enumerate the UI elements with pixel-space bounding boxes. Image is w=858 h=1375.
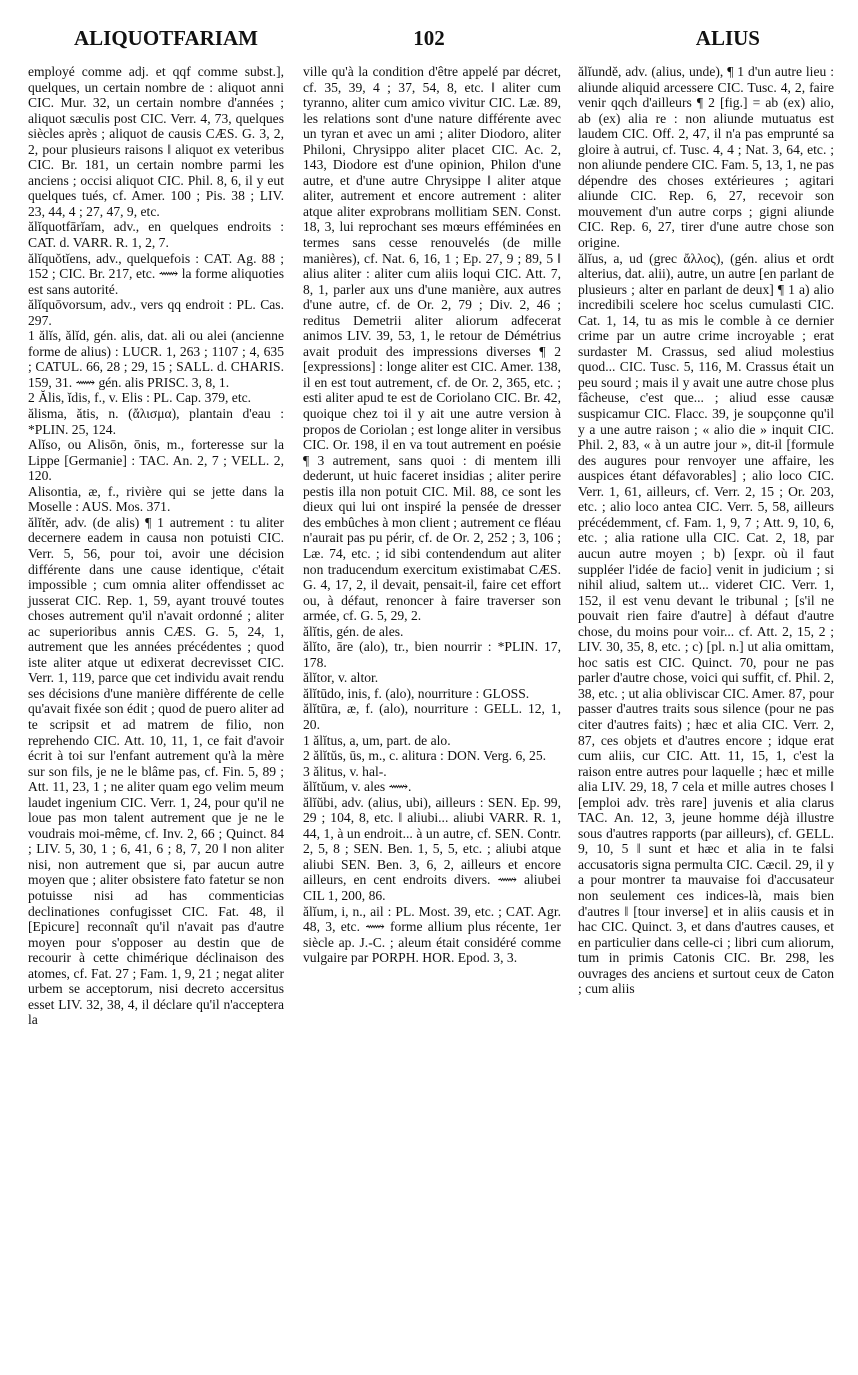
dictionary-entry: ălĭtĕr, adv. (de alis) ¶ 1 autrement : tu aliter decernere eadem in causa non potuisti CIC. Verr. 5, 56, pour toi, avoir une décision différente dans une cause identique, c'était impossible ; cum omnia aliter offendisset ac jusserat CIC. Rep. 1, 59, ayant trouvé toutes choses autrement qu'il n'avait ordonné ; aliter ac superioribus annis CÆS. G. 5, 24, 1, autrement que les années précédentes ; quod iste aliter atque ut edixerat decrevisset CIC. Verr. 1, 119, parce que cet individu avait rendu ses décisions d'une manière différente de celle qu'avait fixée son édit ; quod de puero aliter ad te scripsit et ad matrem de filio, non reprehendo CIC. Att. 10, 11, 1, ce fait d'avoir écrit à toi sur l'enfant autrement qu'à la mère sur son fils, je ne le blâme pas, cf. Fin. 5, 89 ; Att. 11, 23, 1 ; ne aliter quam ego velim meum laudet ingenium CIC. Verr. 1, 24, pour qu'il ne loue pas mon talent autrement que je ne le voudrais moi-même, cf. Inv. 2, 66 ; Quinct. 84 ; LIV. 5, 30, 1 ; 6, 41, 6 ; 8, 7, 20 ‖ non aliter nisi, non autrement que si, par aucun autre moyen que ; aliter obsistere fato fatetur se non potuisse nisi ad has commenticias declinationes confugisset CIC. Fat. 48, il [Epicure] reconnaît qu'il n'avait pas d'autre moyen pour s'opposer au destin que de recourir à cette chimérique déclinaison des atomes, cf. Fat. 27 ; Fam. 1, 9, 21 ; negat aliter urbem se acceptorum, nisi decreto accersitus esset LIV. 32, 38, 4, il déclare qu'il n'acceptera la — [28, 514, 284, 1028]
right-running-head: ALIUS — [695, 26, 760, 50]
page-header — [28, 26, 830, 56]
dictionary-entry: 1 ălĭtus, a, um, part. de alo. — [303, 732, 451, 748]
page-number: 102 — [413, 26, 445, 50]
column-3 — [578, 64, 834, 997]
dictionary-entry: 2 Ălis, ĭdis, f., v. Elis : PL. Cap. 379, etc. — [28, 390, 252, 406]
dictionary-entry: ălĭquotfārĭam, adv., en quelques endroits : CAT. d. VARR. R. 1, 2, 7. — [28, 219, 284, 251]
dictionary-entry: 3 ălitus, v. hal-. — [303, 763, 387, 779]
dictionary-entry: ălĭquōvorsum, adv., vers qq endroit : PL. Cas. 297. — [28, 297, 284, 328]
dictionary-entry: ălĭtūra, æ, f. (alo), nourriture : GELL. 12, 1, 20. — [303, 701, 561, 732]
dictionary-entry: 1 ălĭs, ălĭd, gén. alis, dat. ali ou alei (ancienne forme de alius) : LUCR. 1, 263 ; 1107 ; 4, 635 ; CATUL. 66, 28 ; 29, 15 ; SALL. d. CHARIS. 159, 31. ⟿ gén. alis PRISC. 3, 8, 1. — [28, 328, 284, 390]
left-running-head: ALIQUOTFARIAM — [74, 26, 258, 50]
dictionary-entry: ălĭtūdo, inis, f. (alo), nourriture : GLOSS. — [303, 685, 530, 701]
dictionary-entry: ălĭus, a, ud (grec ἄλλος), (gén. alius et ordt alterius, dat. alii), autre, un autre [en parlant de plusieurs ; alter en parlant de deux] ¶ 1 a) alio incredibili scelere hoc scelus cumulasti CIC. Cat. 1, 14, tu as mis le comble à ce dernier crime par un autre crime incroyable ; erat surdaster M. Crassus, sed aliud molestius quod... CIC. Tusc. 5, 116, M. Crassus était un peu sourd ; mais il y avait une autre chose plus fâcheuse, c'est que... ; aliud esse causæ suspicamur CIC. Flacc. 39, je soupçonne qu'il y a une autre raison ; « alio die » inquit CIC. Phil. 2, 83, « à un autre jour », dit-il [formule des augures pour renvoyer une affaire, les auspices étant défavorables] ; alio loco CIC. Verr. 1, 61, ailleurs, cf. Verr. 2, 15 ; Or. 203, etc. ; alio loco antea CIC. Verr. 5, 58, ailleurs précédemment, cf. Fam. 1, 9, 7 ; Att. 9, 10, 6, etc. ; alia ratione ulla CIC. Cat. 2, 18, par aucun autre moyen ; b) [expr. où il faut suppléer l'idée de facio] venit in judicium ; si nihil aliud, saltem ut... videret CIC. Verr. 1, 152, il est venu devant le tribunal ; [s'il ne pouvait rien faire d'autre] à défaut d'autre chose, du moins pour voir... cf. Att. 2, 15, 2 ; LIV. 30, 35, 8, etc. ; c) [pl. n.] ut alia omittam, hoc satis est CIC. Quinct. 70, pour ne pas parler d'autre chose, voici qui suffit, cf. Phil. 2, 38, etc. ; ut alia obliviscar CIC. Amer. 87, pour passer d'autres traits sous silence (pour ne pas citer d'autres faits) ; hæc et alia CIC. Verr. 2, 87, ces objets et d'autres encore ; idque erat cum aliis, cur CIC. Att. 11, 15, 1, c'est la raison entre autres pour laquelle ; hæc et mille alia LIV. 29, 18, 7 cela et mille autres choses ‖ [emploi adv. très rare] juvenis et alia clarus TAC. An. 12, 3, jeune homme déjà illustre sous d'autres rapports (par ailleurs), cf. GELL. 9, 10, 5 ‖ sunt et hæc et alia in te falsi accusatoris signa permulta CIC. Cæcil. 29, il y a pour montrer ta mauvaise foi d'accusateur non seulement ces indices-là, mais bien d'autres ‖ [tour inverse] et in aliis causis et in hac CIC. Quinct. 3, et dans d'autres causes, et en particulier dans celle-ci ; libri cum aliorum, tum in primis Catonis CIC. Br. 298, les ouvrages des anciens et surtout ceux de Caton ; cum aliis — [578, 250, 834, 997]
dictionary-entry: Alisontia, æ, f., rivière qui se jette dans la Moselle : AUS. Mos. 371. — [28, 483, 284, 515]
dictionary-entry: ălĭundĕ, adv. (alius, unde), ¶ 1 d'un autre lieu : aliunde aliquid arcessere CIC. Tusc. 4, 2, faire venir qqch d'ailleurs ¶ 2 [fig.] = ab (ex) alio, ab (ex) alia re : non aliunde mutuatus est laudem CIC. Off. 2, 47, il n'a pas emprunté sa gloire à autrui, cf. Tusc. 4, 4 ; Nat. 3, 64, etc. ; non aliunde pendere CIC. Fam. 5, 13, 1, ne pas dépendre des choses extérieures ; agitari aliunde CIC. Rep. 6, 27, recevoir son mouvement d'un autre corps ; gigni aliunde CIC. Rep. 6, 27, tirer d'une autre chose son origine. — [578, 64, 834, 251]
dictionary-entry: ălĭŭbi, adv. (alius, ubi), ailleurs : SEN. Ep. 99, 29 ; 104, 8, etc. ‖ aliubi... aliubi VARR. R. 1, 44, 1, à un endroit... à un autre, cf. SEN. Contr. 2, 5, 8 ; SEN. Ben. 1, 5, 5, etc. ; aliubi atque aliubi SEN. Ben. 3, 6, 2, ailleurs et encore ailleurs, en cent endroits divers. ⟿ aliubei CIL 1, 200, 86. — [303, 794, 561, 903]
dictionary-entry: ălĭum, i, n., ail : PL. Most. 39, etc. ; CAT. Agr. 48, 3, etc. ⟿ forme allium plus récente, 1er siècle ap. J.-C. ; aleum était considéré comme vulgaire par PORPH. HOR. Epod. 3, 3. — [303, 903, 561, 966]
dictionary-entry: ălĭto, āre (alo), tr., bien nourrir : *PLIN. 17, 178. — [303, 639, 561, 670]
column-2 — [303, 64, 561, 966]
column-1 — [28, 64, 284, 1028]
entry-continuation: employé comme adj. et qqf comme subst.], quelques, un certain nombre de : aliquot anni CIC. Mur. 32, un certain nombre d'années ; aliquot sæculis post CIC. Verr. 4, 73, quelques siècles après ; aliquot de causis CÆS. G. 3, 2, 2, pour plusieurs raisons ‖ aliquot ex veteribus CIC. Br. 181, un certain nombre parmi les anciens ; occisi aliquot CIC. Phil. 8, 6, il y eut quelques tués, cf. Amer. 100 ; Pis. 38 ; LIV. 23, 44, 4 ; 27, 47, 9, etc. — [28, 64, 284, 219]
dictionary-entry: ălĭtis, gén. de ales. — [303, 623, 404, 639]
dictionary-entry: ălĭtor, v. altor. — [303, 670, 379, 686]
dictionary-entry: ălisma, ătis, n. (ἄλισμα), plantain d'eau : *PLIN. 25, 124. — [28, 406, 284, 437]
dictionary-entry: ălĭquŏtĭens, adv., quelquefois : CAT. Ag. 88 ; 152 ; CIC. Br. 217, etc. ⟿ la forme aliquoties est sans autorité. — [28, 250, 284, 297]
dictionary-entry: 2 ălĭtŭs, ūs, m., c. alitura : DON. Verg. 6, 25. — [303, 748, 547, 764]
entry-continuation: ville qu'à la condition d'être appelé par décret, cf. 35, 39, 4 ; 37, 54, 8, etc. ‖ aliter cum tyranno, aliter cum amico vivitur CIC. Læ. 89, les relations sont d'une nature différente avec un tyran et avec un ami ; aliter Diodoro, aliter Philoni, Chrysippo aliter placet CIC. Ac. 2, 143, Diodore est d'une opinion, Philon d'une autre, et d'une autre Chrysippe ‖ aliter atque aliter, autrement et encore autrement : aliter atque aliter exprobrans mollitiam SEN. Const. 18, 3, lui reprochant ses mœurs efféminées en termes sans cesse renouvelés (de mille manières), cf. Nat. 6, 16, 1 ; Ep. 27, 9 ; 89, 5 ‖ alius aliter : aliter cum aliis loqui CIC. Att. 7, 8, 1, parler aux uns d'une manière, aux autres d'une autre, cf. de Or. 2, 79 ; Div. 2, 46 ; reditus Demetrii aliter aliorum adfecerat animos LIV. 39, 53, 1, le retour de Démétrius avait produit des impressions diverses ¶ 2 [expressions] : longe aliter est CIC. Amer. 138, il en est tout autrement, cf. de Or. 2, 365, etc. ; esti aliter apud te est de Coriolano CIC. Br. 42, quoique chez toi il y ait une autre version à propos de Coriolan ; est longe aliter in versibus CIC. Or. 198, il en va tout autrement en poésie ¶ 3 autrement, sans quoi : di mentem illi dederunt, ut huic faceret insidias ; aliter perire pestis illa non potuit CIC. Mil. 88, ce sont les dieux qui lui ont inspiré la pensée de dresser des embûches à mon client ; autrement ce fléau n'aurait pas pu périr, cf. de Or. 2, 252 ; 3, 106 ; Læ. 74, etc. ; id sibi contendendum aut aliter non traducendum exercitum existimabat CÆS. G. 4, 17, 2, il devait, pensait-il, faire cet effort ou, à défaut, renoncer à faire traverser son armée, cf. G. 5, 29, 2. — [303, 64, 561, 624]
dictionary-entry: Alĭso, ou Alisōn, ōnis, m., forteresse sur la Lippe [Germanie] : TAC. An. 2, 7 ; VELL. 2, 120. — [28, 437, 284, 484]
dictionary-entry: ălĭtŭum, v. ales ⟿. — [303, 779, 412, 795]
